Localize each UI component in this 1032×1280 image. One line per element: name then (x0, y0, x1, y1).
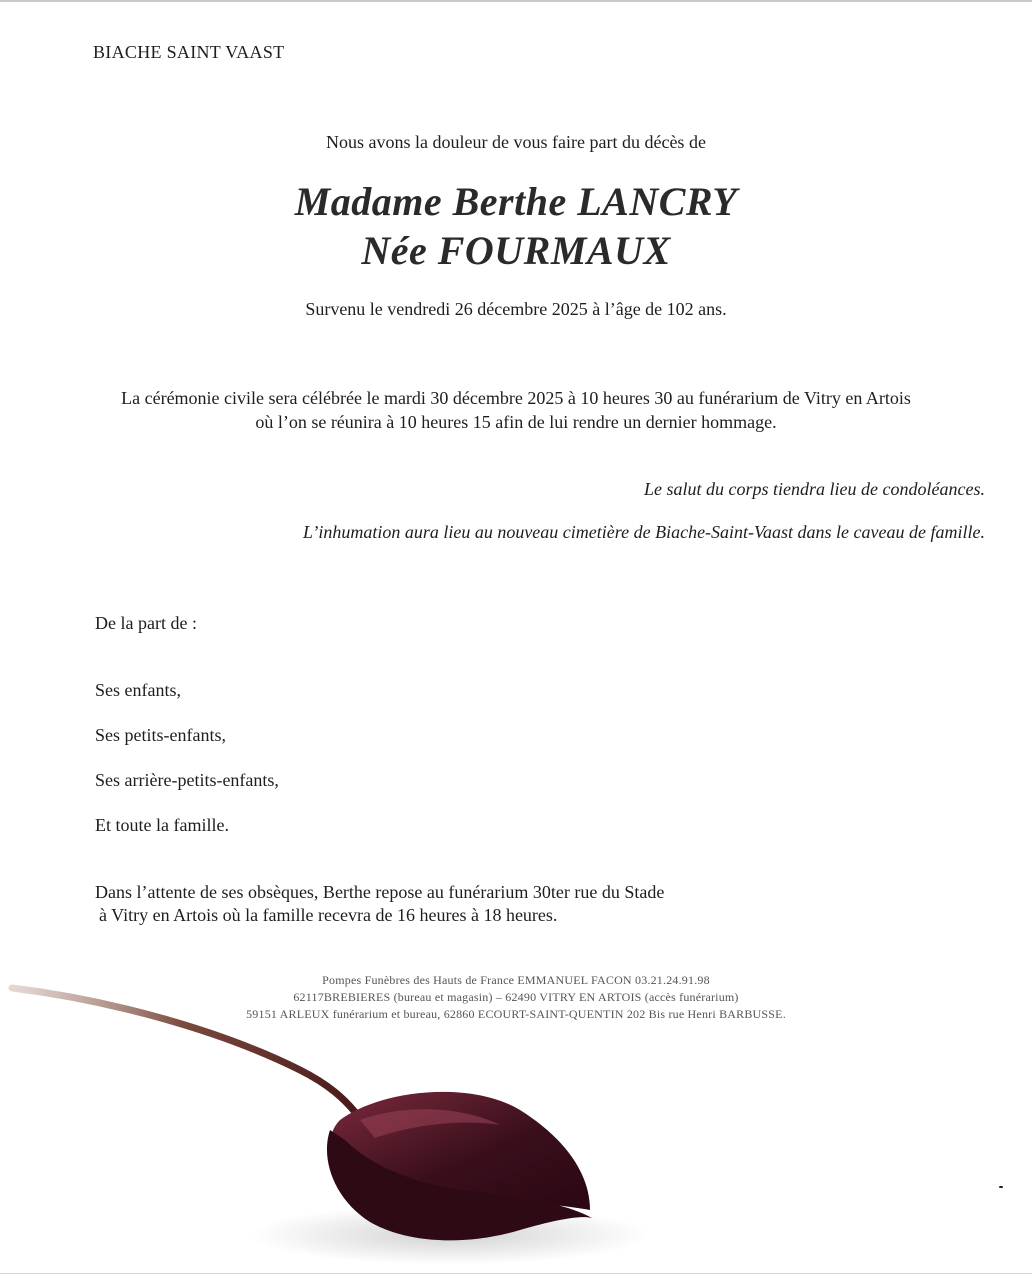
family-member: Ses arrière-petits-enfants, (95, 770, 279, 790)
burial-note: L’inhumation aura lieu au nouveau cimetière de Biache-Saint-Vaast dans le caveau de famille. (302, 522, 985, 542)
location-heading: BIACHE SAINT VAAST (93, 42, 285, 62)
ceremony-line-2: où l’on se réunira à 10 heures 15 afin de lui rendre un dernier hommage. (255, 412, 777, 432)
rest-line-1: Dans l’attente de ses obsèques, Berthe repose au funérarium 30ter rue du Stade (95, 882, 665, 902)
rest-notice (95, 881, 664, 927)
death-info: Survenu le vendredi 26 décembre 2025 à l’âge de 102 ans. (305, 299, 727, 319)
condolences-note: Le salut du corps tiendra lieu de condoléances. (644, 479, 985, 499)
family-member: Ses enfants, (95, 680, 181, 700)
family-member: Ses petits-enfants, (95, 725, 226, 745)
top-edge-line (0, 0, 1032, 2)
from-label: De la part de : (95, 613, 197, 633)
family-member: Et toute la famille. (95, 815, 229, 835)
funeral-home-line-3: 59151 ARLEUX funérarium et bureau, 62860 ECOURT-SAINT-QUENTIN 202 Bis rue Henri BARBUSSE. (246, 1007, 786, 1021)
funeral-home-line-1: Pompes Funèbres des Hauts de France EMMANUEL FACON 03.21.24.91.98 (322, 973, 710, 987)
announcement-intro: Nous avons la douleur de vous faire part du décès de (326, 132, 706, 152)
ceremony-details (0, 386, 1032, 434)
deceased-name: Madame Berthe LANCRY (294, 179, 738, 224)
maiden-name: Née FOURMAUX (361, 228, 671, 273)
funeral-home-info (0, 972, 1032, 1023)
rest-line-2: à Vitry en Artois où la famille recevra de 16 heures à 18 heures. (99, 905, 558, 925)
funeral-home-line-2: 62117BREBIERES (bureau et magasin) – 62490 VITRY EN ARTOIS (accès funérarium) (293, 990, 739, 1004)
scan-speck (999, 1186, 1003, 1188)
ceremony-line-1: La cérémonie civile sera célébrée le mardi 30 décembre 2025 à 10 heures 30 au funérarium de Vitry en Artois (121, 388, 911, 408)
bottom-edge-line (0, 1273, 1032, 1274)
